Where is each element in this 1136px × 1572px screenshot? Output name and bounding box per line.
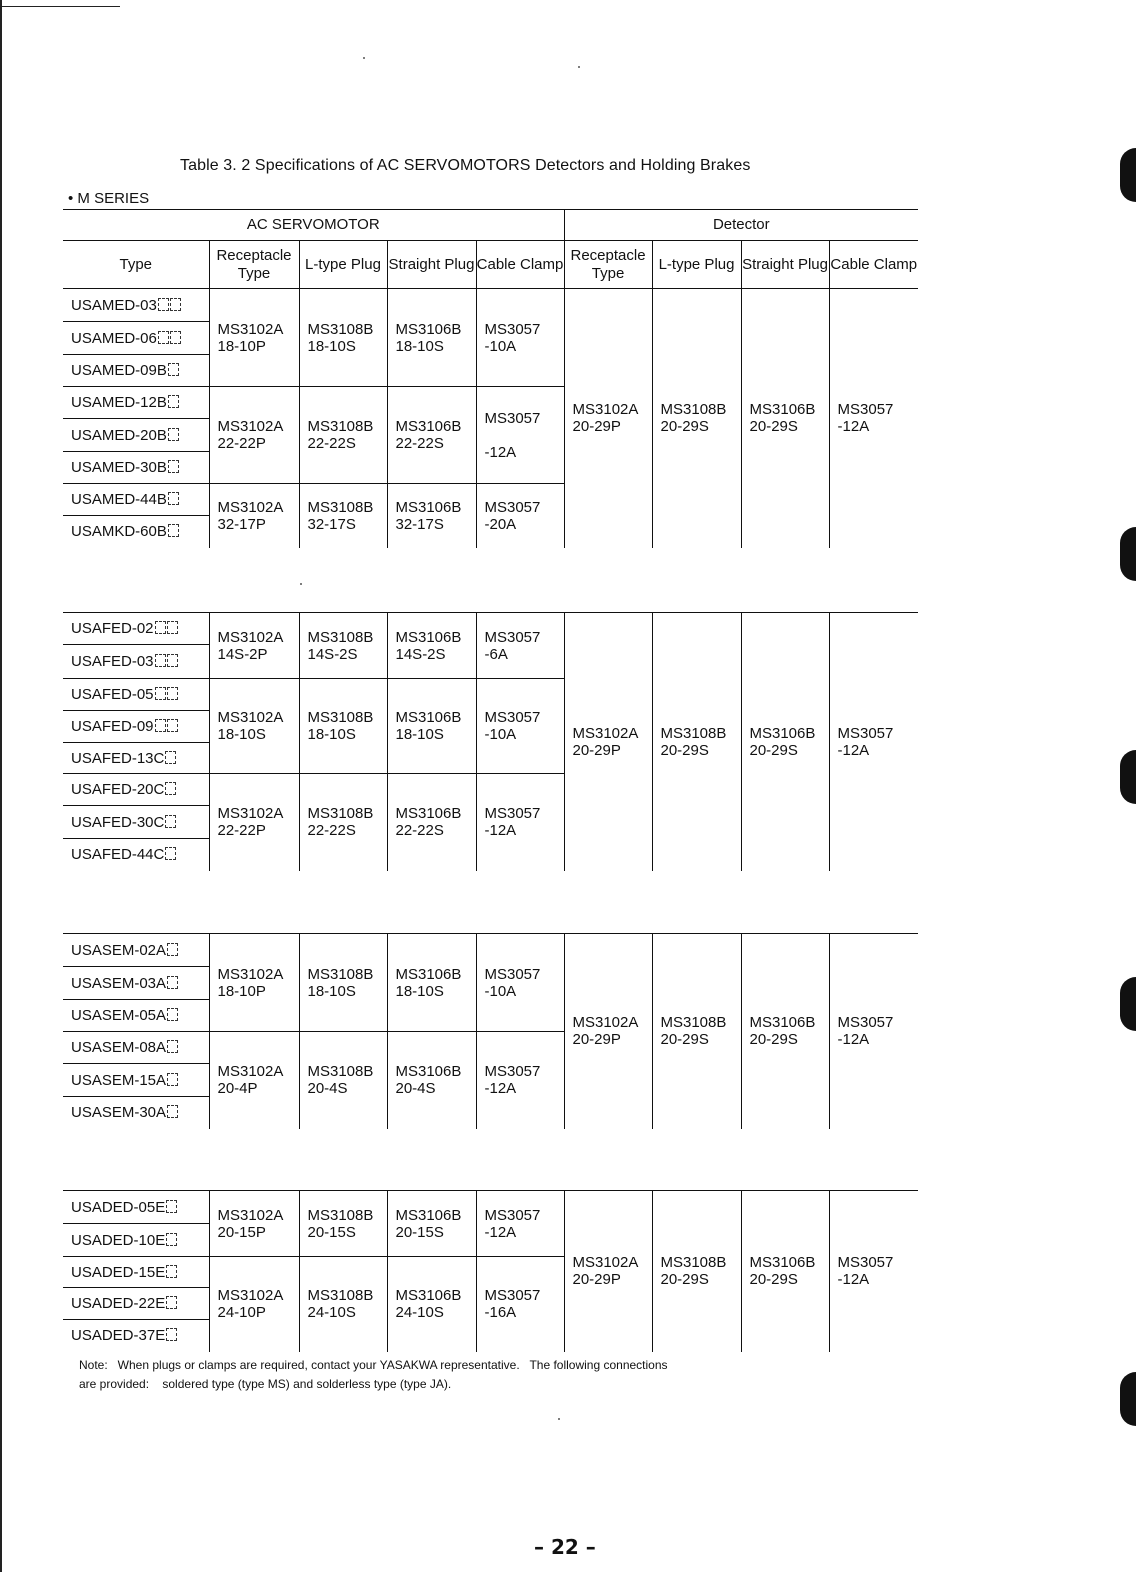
detector-cable-clamp-cell: MS3057 -12A [829, 289, 918, 548]
detector-l-plug-cell: MS3108B 20-29S [652, 289, 741, 548]
placeholder-box-icon [166, 1233, 177, 1246]
table-row-type: USAFED-09 [63, 711, 209, 743]
placeholder-box-icon [167, 976, 178, 989]
l-plug-cell: MS3108B 22-22S [299, 774, 387, 871]
table-row-type: USAFED-20C [63, 774, 209, 806]
straight-plug-cell: MS3106B 32-17S [387, 484, 476, 548]
table-row-type: USASEM-02A [63, 934, 209, 967]
receptacle-cell: MS3102A 32-17P [209, 484, 299, 548]
detector-straight-plug-cell: MS3106B 20-29S [741, 613, 829, 871]
binder-hole-mark [1120, 148, 1136, 202]
placeholder-box-icon [165, 751, 176, 764]
table-row-type: USAFED-02 [63, 613, 209, 645]
page-number: – 22 – [534, 1535, 596, 1559]
straight-plug-cell: MS3106B 20-15S [387, 1191, 476, 1257]
l-plug-cell: MS3108B 20-15S [299, 1191, 387, 1257]
footnote-line: Note: When plugs or clamps are required, contact your YASAKWA representative. The following connections [79, 1358, 668, 1372]
placeholder-box-icon [168, 428, 179, 441]
header-detector: Detector [564, 210, 918, 241]
placeholder-box-icon [155, 719, 166, 732]
binder-hole-mark [1120, 527, 1136, 581]
page-title: Table 3. 2 Specifications of AC SERVOMOTORS Detectors and Holding Brakes [180, 157, 751, 174]
table-row-type: USASEM-03A [63, 967, 209, 1000]
l-plug-cell: MS3108B 18-10S [299, 934, 387, 1032]
straight-plug-cell: MS3106B 14S-2S [387, 613, 476, 679]
placeholder-box-icon [167, 1040, 178, 1053]
receptacle-cell: MS3102A 20-4P [209, 1032, 299, 1129]
detector-receptacle-cell: MS3102A 20-29P [564, 613, 652, 871]
table-row-type: USAFED-44C [63, 839, 209, 871]
placeholder-box-icon [168, 363, 179, 376]
detector-straight-plug-cell: MS3106B 20-29S [741, 289, 829, 548]
detector-cable-clamp-cell: MS3057 -12A [829, 613, 918, 871]
cable-clamp-cell: MS3057 -12A [476, 774, 564, 871]
placeholder-box-icon [167, 654, 178, 667]
table-row-type: USADED-37E [63, 1320, 209, 1352]
detector-straight-plug-cell: MS3106B 20-29S [741, 934, 829, 1129]
placeholder-box-icon [168, 460, 179, 473]
table-row-type: USADED-15E [63, 1257, 209, 1288]
placeholder-box-icon [168, 395, 179, 408]
detector-cable-clamp-cell: MS3057 -12A [829, 934, 918, 1129]
l-plug-cell: MS3108B 22-22S [299, 387, 387, 484]
table-row-type: USADED-05E [63, 1191, 209, 1224]
straight-plug-cell: MS3106B 18-10S [387, 934, 476, 1032]
l-plug-cell: MS3108B 18-10S [299, 679, 387, 774]
receptacle-cell: MS3102A 14S-2P [209, 613, 299, 679]
table-row-type: USAMED-44B [63, 484, 209, 516]
table-row-type: USAMED-20B [63, 419, 209, 452]
placeholder-box-icon [170, 298, 181, 311]
table-row-type: USASEM-08A [63, 1032, 209, 1064]
straight-plug-cell: MS3106B 18-10S [387, 289, 476, 387]
placeholder-box-icon [167, 943, 178, 956]
placeholder-box-icon [167, 687, 178, 700]
table-row-type: USASEM-30A [63, 1097, 209, 1129]
placeholder-box-icon [155, 654, 166, 667]
l-plug-cell: MS3108B 18-10S [299, 289, 387, 387]
placeholder-box-icon [166, 1200, 177, 1213]
straight-plug-cell: MS3106B 22-22S [387, 774, 476, 871]
cable-clamp-cell: MS3057 -12A [476, 1032, 564, 1129]
detector-receptacle-cell: MS3102A 20-29P [564, 1191, 652, 1352]
left-margin-line [0, 0, 2, 1572]
table-row-type: USAFED-05 [63, 679, 209, 711]
header-detector-l-type-plug: L-type Plug [652, 241, 741, 289]
detector-receptacle-cell: MS3102A 20-29P [564, 289, 652, 548]
table-row-type: USAMED-09B [63, 355, 209, 387]
scan-speck [578, 66, 580, 68]
table-row-type: USAFED-30C [63, 806, 209, 839]
footnote [79, 1356, 668, 1394]
header-detector-receptacle-type: Receptacle Type [564, 241, 652, 289]
cable-clamp-cell: MS3057 -6A [476, 613, 564, 679]
receptacle-cell: MS3102A 24-10P [209, 1257, 299, 1352]
binder-hole-mark [1120, 977, 1136, 1031]
placeholder-box-icon [168, 492, 179, 505]
placeholder-box-icon [167, 1105, 178, 1118]
series-label: • M SERIES [68, 190, 150, 207]
header-detector-straight-plug: Straight Plug [741, 241, 829, 289]
top-corner-line [0, 6, 120, 7]
table-row-type: USAMKD-60B [63, 516, 209, 548]
placeholder-box-icon [167, 621, 178, 634]
l-plug-cell: MS3108B 20-4S [299, 1032, 387, 1129]
detector-cable-clamp-cell: MS3057 -12A [829, 1191, 918, 1352]
header-straight-plug: Straight Plug [387, 241, 476, 289]
binder-hole-mark [1120, 750, 1136, 804]
placeholder-box-icon [165, 847, 176, 860]
placeholder-box-icon [155, 687, 166, 700]
header-cable-clamp: Cable Clamp [476, 241, 564, 289]
spec-table-usasem [63, 933, 918, 1129]
spec-table-usamed [63, 209, 918, 548]
header-receptacle-type: Receptacle Type [209, 241, 299, 289]
cable-clamp-cell: MS3057 -12A [476, 1191, 564, 1257]
binder-hole-mark [1120, 1372, 1136, 1426]
table-row-type: USAFED-03 [63, 645, 209, 679]
receptacle-cell: MS3102A 18-10S [209, 679, 299, 774]
detector-receptacle-cell: MS3102A 20-29P [564, 934, 652, 1129]
table-row-type: USAMED-30B [63, 452, 209, 484]
header-detector-cable-clamp: Cable Clamp [829, 241, 918, 289]
header-type: Type [63, 241, 209, 289]
table-row-type: USAMED-03 [63, 289, 209, 322]
placeholder-box-icon [170, 331, 181, 344]
receptacle-cell: MS3102A 22-22P [209, 774, 299, 871]
placeholder-box-icon [155, 621, 166, 634]
receptacle-cell: MS3102A 20-15P [209, 1191, 299, 1257]
cable-clamp-cell: MS3057 -12A [476, 387, 564, 484]
scan-speck [300, 583, 302, 585]
cable-clamp-cell: MS3057 -10A [476, 679, 564, 774]
table-row-type: USAFED-13C [63, 743, 209, 774]
cable-clamp-cell: MS3057 -16A [476, 1257, 564, 1352]
scan-speck [363, 57, 365, 59]
placeholder-box-icon [158, 298, 169, 311]
table-row-type: USADED-10E [63, 1224, 209, 1257]
cable-clamp-cell: MS3057 -10A [476, 289, 564, 387]
scan-speck [558, 1418, 560, 1420]
cable-clamp-cell: MS3057 -20A [476, 484, 564, 548]
header-ac-servomotor: AC SERVOMOTOR [63, 210, 564, 241]
placeholder-box-icon [167, 719, 178, 732]
l-plug-cell: MS3108B 24-10S [299, 1257, 387, 1352]
receptacle-cell: MS3102A 18-10P [209, 934, 299, 1032]
detector-l-plug-cell: MS3108B 20-29S [652, 1191, 741, 1352]
receptacle-cell: MS3102A 18-10P [209, 289, 299, 387]
header-l-type-plug: L-type Plug [299, 241, 387, 289]
straight-plug-cell: MS3106B 24-10S [387, 1257, 476, 1352]
placeholder-box-icon [167, 1073, 178, 1086]
table-row-type: USADED-22E [63, 1288, 209, 1320]
table-row-type: USAMED-12B [63, 387, 209, 419]
placeholder-box-icon [165, 815, 176, 828]
straight-plug-cell: MS3106B 22-22S [387, 387, 476, 484]
placeholder-box-icon [166, 1296, 177, 1309]
table-row-type: USASEM-15A [63, 1064, 209, 1097]
placeholder-box-icon [166, 1328, 177, 1341]
detector-l-plug-cell: MS3108B 20-29S [652, 934, 741, 1129]
detector-straight-plug-cell: MS3106B 20-29S [741, 1191, 829, 1352]
detector-l-plug-cell: MS3108B 20-29S [652, 613, 741, 871]
placeholder-box-icon [167, 1008, 178, 1021]
cable-clamp-cell: MS3057 -10A [476, 934, 564, 1032]
placeholder-box-icon [158, 331, 169, 344]
table-row-type: USASEM-05A [63, 1000, 209, 1032]
spec-table-usafed [63, 612, 918, 871]
footnote-line: are provided: soldered type (type MS) and solderless type (type JA). [79, 1377, 452, 1391]
placeholder-box-icon [166, 1265, 177, 1278]
placeholder-box-icon [168, 524, 179, 537]
l-plug-cell: MS3108B 32-17S [299, 484, 387, 548]
l-plug-cell: MS3108B 14S-2S [299, 613, 387, 679]
placeholder-box-icon [165, 782, 176, 795]
table-row-type: USAMED-06 [63, 322, 209, 355]
straight-plug-cell: MS3106B 18-10S [387, 679, 476, 774]
receptacle-cell: MS3102A 22-22P [209, 387, 299, 484]
spec-table-usaded [63, 1190, 918, 1352]
straight-plug-cell: MS3106B 20-4S [387, 1032, 476, 1129]
